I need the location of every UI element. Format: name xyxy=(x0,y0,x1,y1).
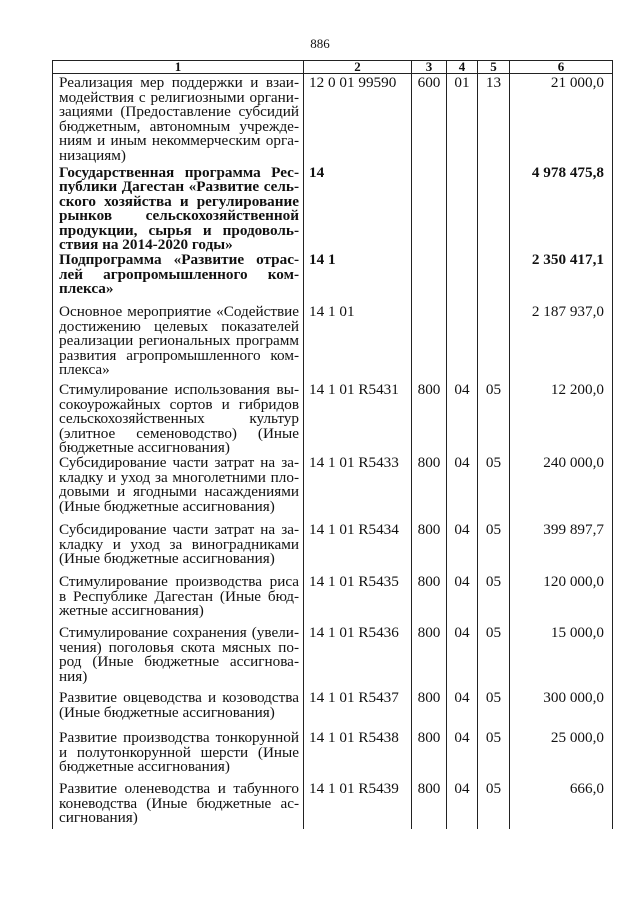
row-col5-cell: 13 xyxy=(478,74,510,166)
row-col5-cell: 05 xyxy=(478,691,510,731)
row-amount-cell: 120 000,0 xyxy=(510,575,613,626)
row-col3-cell xyxy=(412,305,447,383)
table-row xyxy=(53,456,613,523)
header-col-5: 5 xyxy=(478,61,510,74)
row-col5-cell: 05 xyxy=(478,523,510,575)
row-col5-cell: 05 xyxy=(478,731,510,782)
row-name-cell: Стимулирование использования высокоурожайных сортов и гибридов сельскохозяйственных культур (элитное семеноводство) (Иные бюджетные ассигнования) xyxy=(53,383,304,456)
table-row xyxy=(53,575,613,626)
row-col4-cell: 04 xyxy=(447,523,478,575)
row-col3-cell: 800 xyxy=(412,383,447,456)
row-name-cell: Стимулирование сохранения (увеличения) поголовья скота мясных пород (Иные бюджетные ассигнования) xyxy=(53,626,304,691)
row-col5-cell: 05 xyxy=(478,782,510,829)
row-code-cell: 14 1 01 R5435 xyxy=(304,575,412,626)
table-row xyxy=(53,305,613,383)
row-amount-cell: 21 000,0 xyxy=(510,74,613,166)
row-col4-cell: 04 xyxy=(447,456,478,523)
row-col3-cell: 800 xyxy=(412,575,447,626)
header-col-4: 4 xyxy=(447,61,478,74)
row-amount-cell: 12 200,0 xyxy=(510,383,613,456)
table-row xyxy=(53,782,613,829)
row-col3-cell: 800 xyxy=(412,523,447,575)
row-amount-cell: 25 000,0 xyxy=(510,731,613,782)
row-col4-cell: 04 xyxy=(447,575,478,626)
row-code-cell: 14 1 01 R5437 xyxy=(304,691,412,731)
row-col4-cell: 04 xyxy=(447,691,478,731)
table-row xyxy=(53,383,613,456)
row-col3-cell: 800 xyxy=(412,731,447,782)
header-col-2: 2 xyxy=(304,61,412,74)
row-col4-cell: 04 xyxy=(447,782,478,829)
budget-table xyxy=(52,60,613,829)
row-col3-cell xyxy=(412,253,447,305)
row-code-cell: 14 1 01 R5434 xyxy=(304,523,412,575)
row-amount-cell: 240 000,0 xyxy=(510,456,613,523)
table-row xyxy=(53,74,613,166)
row-col5-cell xyxy=(478,253,510,305)
row-col3-cell: 800 xyxy=(412,782,447,829)
row-col5-cell: 05 xyxy=(478,626,510,691)
table-row xyxy=(53,166,613,254)
row-col5-cell: 05 xyxy=(478,456,510,523)
row-name-cell: Реализация мер поддержки и взаимодействия с религиозными организациями (Предоставление субсидий бюджетным, автономным учреждениям и иным некоммерческим организациям) xyxy=(53,74,304,166)
row-name-cell: Подпрограмма «Развитие отраслей агропромышленного комплекса» xyxy=(53,253,304,305)
row-name-cell: Развитие производства тонкорунной и полутонкорунной шерсти (Иные бюджетные ассигнования) xyxy=(53,731,304,782)
row-col4-cell xyxy=(447,305,478,383)
header-col-1: 1 xyxy=(53,61,304,74)
row-amount-cell: 2 350 417,1 xyxy=(510,253,613,305)
table-row xyxy=(53,523,613,575)
row-name-cell: Субсидирование части затрат на закладку и уход за многолетними плодовыми и ягодными насаждениями (Иные бюджетные ассигнования) xyxy=(53,456,304,523)
row-amount-cell: 300 000,0 xyxy=(510,691,613,731)
row-col4-cell: 04 xyxy=(447,626,478,691)
table-row xyxy=(53,691,613,731)
row-name-cell: Развитие овцеводства и козоводства (Иные бюджетные ассигнования) xyxy=(53,691,304,731)
row-col5-cell xyxy=(478,166,510,254)
row-col3-cell: 800 xyxy=(412,691,447,731)
row-amount-cell: 15 000,0 xyxy=(510,626,613,691)
row-code-cell: 14 1 01 xyxy=(304,305,412,383)
row-col3-cell: 600 xyxy=(412,74,447,166)
row-col3-cell: 800 xyxy=(412,456,447,523)
header-col-6: 6 xyxy=(510,61,613,74)
row-amount-cell: 4 978 475,8 xyxy=(510,166,613,254)
row-col3-cell: 800 xyxy=(412,626,447,691)
page-number: 886 xyxy=(310,36,330,51)
header-row xyxy=(53,61,613,74)
row-code-cell: 14 1 01 R5436 xyxy=(304,626,412,691)
row-name-cell: Основное мероприятие «Содействие достижению целевых показателей реализации региональных программ развития агропромышленного комплекса» xyxy=(53,305,304,383)
row-code-cell: 14 1 xyxy=(304,253,412,305)
header-col-3: 3 xyxy=(412,61,447,74)
row-code-cell: 12 0 01 99590 xyxy=(304,74,412,166)
row-amount-cell: 399 897,7 xyxy=(510,523,613,575)
row-col4-cell: 04 xyxy=(447,731,478,782)
row-code-cell: 14 xyxy=(304,166,412,254)
row-col5-cell: 05 xyxy=(478,575,510,626)
row-col4-cell xyxy=(447,166,478,254)
row-code-cell: 14 1 01 R5439 xyxy=(304,782,412,829)
row-col5-cell: 05 xyxy=(478,383,510,456)
row-code-cell: 14 1 01 R5431 xyxy=(304,383,412,456)
table-row xyxy=(53,731,613,782)
row-amount-cell: 666,0 xyxy=(510,782,613,829)
row-name-cell: Субсидирование части затрат на закладку и уход за виноградниками (Иные бюджетные ассигнования) xyxy=(53,523,304,575)
row-name-cell: Развитие оленеводства и табунного коневодства (Иные бюджетные ассигнования) xyxy=(53,782,304,829)
row-col4-cell xyxy=(447,253,478,305)
row-col4-cell: 04 xyxy=(447,383,478,456)
row-code-cell: 14 1 01 R5433 xyxy=(304,456,412,523)
row-name-cell: Стимулирование производства риса в Республике Дагестан (Иные бюджетные ассигнования) xyxy=(53,575,304,626)
row-col3-cell xyxy=(412,166,447,254)
row-col4-cell: 01 xyxy=(447,74,478,166)
table-row xyxy=(53,253,613,305)
row-code-cell: 14 1 01 R5438 xyxy=(304,731,412,782)
row-amount-cell: 2 187 937,0 xyxy=(510,305,613,383)
table-row xyxy=(53,626,613,691)
row-col5-cell xyxy=(478,305,510,383)
row-name-cell: Государственная программа Республики Дагестан «Развитие сельского хозяйства и регулирование рынков сельскохозяйственной продукции, сырья и продовольствия на 2014-2020 годы» xyxy=(53,166,304,254)
